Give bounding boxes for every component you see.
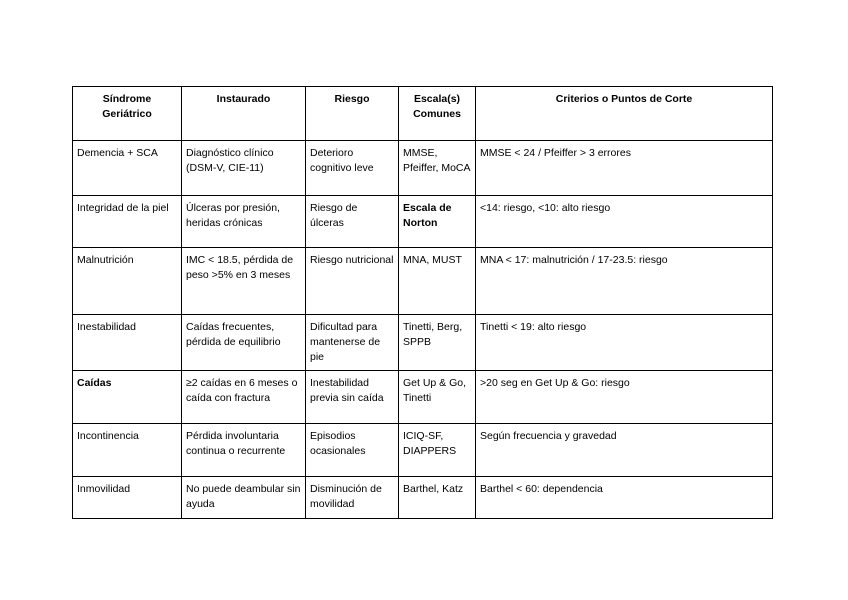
cell-sindrome: Demencia + SCA [73,141,182,196]
table-row [73,315,773,371]
cell-sindrome: Inestabilidad [73,315,182,371]
cell-instaurado: IMC < 18.5, pérdida de peso >5% en 3 meses [182,248,306,315]
cell-instaurado: Pérdida involuntaria continua o recurrente [182,424,306,477]
cell-criterios: Barthel < 60: dependencia [476,477,773,519]
cell-instaurado: ≥2 caídas en 6 meses o caída con fractura [182,371,306,424]
cell-sindrome: Malnutrición [73,248,182,315]
cell-escalas: Tinetti, Berg, SPPB [399,315,476,371]
cell-riesgo: Riesgo de úlceras [306,196,399,248]
cell-instaurado: No puede deambular sin ayuda [182,477,306,519]
header-escalas: Escala(s) Comunes [399,87,476,141]
cell-escalas: Escala de Norton [399,196,476,248]
geriatric-syndromes-table [72,86,773,519]
cell-criterios: >20 seg en Get Up & Go: riesgo [476,371,773,424]
cell-criterios: Tinetti < 19: alto riesgo [476,315,773,371]
cell-criterios: <14: riesgo, <10: alto riesgo [476,196,773,248]
cell-instaurado: Úlceras por presión, heridas crónicas [182,196,306,248]
cell-criterios: Según frecuencia y gravedad [476,424,773,477]
cell-escalas: MMSE, Pfeiffer, MoCA [399,141,476,196]
cell-escalas: ICIQ-SF, DIAPPERS [399,424,476,477]
cell-escalas: Get Up & Go, Tinetti [399,371,476,424]
cell-escalas: MNA, MUST [399,248,476,315]
header-criterios: Criterios o Puntos de Corte [476,87,773,141]
cell-criterios: MMSE < 24 / Pfeiffer > 3 errores [476,141,773,196]
header-sindrome: Síndrome Geriátrico [73,87,182,141]
cell-riesgo: Dificultad para mantenerse de pie [306,315,399,371]
table-row [73,424,773,477]
cell-instaurado: Diagnóstico clínico (DSM-V, CIE-11) [182,141,306,196]
cell-sindrome: Inmovilidad [73,477,182,519]
table-row [73,196,773,248]
cell-sindrome: Caídas [73,371,182,424]
cell-criterios: MNA < 17: malnutrición / 17-23.5: riesgo [476,248,773,315]
table-header-row [73,87,773,141]
table-row [73,248,773,315]
cell-riesgo: Episodios ocasionales [306,424,399,477]
table-row [73,371,773,424]
header-instaurado: Instaurado [182,87,306,141]
cell-sindrome: Integridad de la piel [73,196,182,248]
cell-riesgo: Riesgo nutricional [306,248,399,315]
cell-escalas: Barthel, Katz [399,477,476,519]
cell-riesgo: Disminución de movilidad [306,477,399,519]
table-row [73,477,773,519]
cell-instaurado: Caídas frecuentes, pérdida de equilibrio [182,315,306,371]
table-row [73,141,773,196]
cell-riesgo: Deterioro cognitivo leve [306,141,399,196]
header-riesgo: Riesgo [306,87,399,141]
cell-sindrome: Incontinencia [73,424,182,477]
cell-riesgo: Inestabilidad previa sin caída [306,371,399,424]
